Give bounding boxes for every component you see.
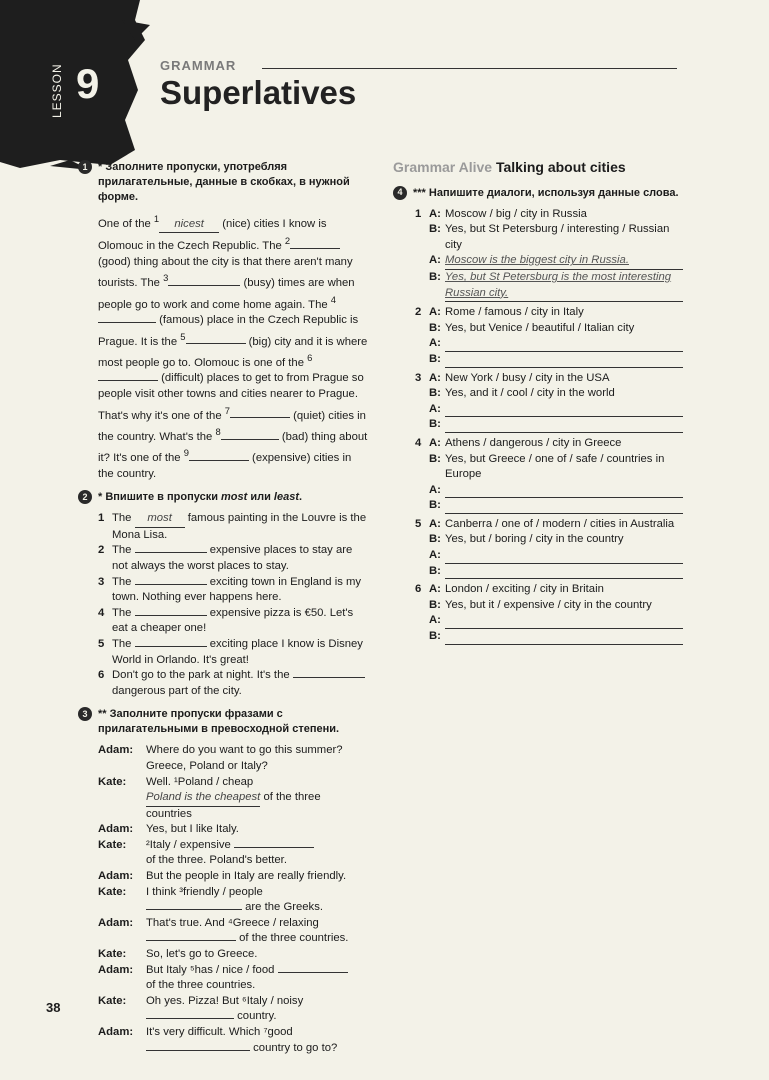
label-b: B:	[429, 499, 441, 512]
line-text: ²Italy / expensive	[146, 838, 234, 851]
line-text: I think ³friendly / people	[146, 885, 263, 898]
speaker: Kate:	[98, 775, 127, 788]
answer-blank[interactable]	[135, 552, 207, 553]
speaker: Kate:	[98, 838, 127, 851]
prompt-b: Yes, but Venice / beautiful / Italian city	[445, 321, 635, 334]
right-column	[393, 160, 683, 648]
label-a: A:	[429, 483, 441, 496]
item-number: 4	[98, 606, 105, 619]
line-text: But Italy ⁵has / nice / food	[146, 963, 278, 976]
answer-a[interactable]: Moscow is the biggest city in Russia.	[445, 254, 629, 267]
dialogue-pair	[415, 582, 683, 644]
dialog-line	[98, 822, 368, 838]
line-text: country.	[234, 1010, 277, 1023]
line-text: Where do you want to go this summer? Greece, Poland or Italy?	[146, 744, 343, 772]
title-rule	[262, 68, 677, 69]
text-segment: One of the	[98, 217, 154, 230]
lesson-number: 9	[76, 60, 100, 107]
dialog-line	[98, 963, 368, 994]
item-number: 6	[98, 669, 105, 682]
list-item	[98, 668, 368, 699]
task3-heading	[78, 707, 368, 737]
lesson-label: LESSON	[50, 63, 64, 118]
label-b: B:	[429, 564, 441, 577]
line-text: are the Greeks.	[242, 901, 323, 914]
text-segment: (bad) thing about it? It's one of the	[98, 430, 368, 465]
answer-blank[interactable]	[135, 615, 207, 616]
task1-stars: *	[98, 161, 103, 173]
dialog-line	[98, 885, 368, 916]
speaker: Adam:	[98, 963, 134, 976]
task3-number-badge: 3	[78, 707, 92, 721]
pair-number: 2	[415, 306, 422, 319]
label-b: B:	[429, 452, 441, 465]
grammar-alive-heading	[393, 160, 683, 176]
dialog-line	[98, 947, 368, 963]
dialog-line	[98, 775, 368, 823]
dialogue-pair	[415, 371, 683, 433]
prompt-b: Yes, but / boring / city in the country	[445, 533, 624, 546]
task2-most: most	[221, 491, 248, 504]
label-a: A:	[429, 371, 441, 384]
task4-instruction: Напишите диалоги, используя данные слова.	[428, 186, 679, 199]
list-item	[98, 543, 368, 574]
item-text: famous painting in the Louvre is the Mona Lisa.	[112, 512, 367, 541]
prompt-a: Athens / dangerous / city in Greece	[445, 436, 622, 449]
item-text: dangerous part of the city.	[112, 684, 242, 697]
dialog-line	[98, 869, 368, 885]
task2-list	[98, 511, 368, 699]
line-text: That's true. And ⁴Greece / relaxing	[146, 916, 319, 929]
dialog-line	[98, 1025, 368, 1056]
page-number: 38	[46, 1000, 61, 1015]
item-text: expensive pizza is €50. Let's eat a cheaper one!	[112, 606, 354, 635]
label-b: B:	[429, 387, 441, 400]
item-text: exciting town in England is my town. Nothing ever happens here.	[112, 575, 362, 604]
line-text: Yes, but I like Italy.	[146, 823, 239, 836]
label-b: B:	[429, 223, 441, 236]
answer-blank[interactable]	[146, 1018, 234, 1019]
line-text: So, let's go to Greece.	[146, 948, 258, 961]
lesson-brush-banner	[0, 0, 150, 170]
task1-instruction: Заполните пропуски, употребляя прилагательные, данные в скобках, в нужной форме.	[98, 161, 350, 203]
line-text: Well. ¹Poland / cheap	[146, 775, 254, 788]
left-column	[78, 160, 368, 1056]
pair-number: 4	[415, 436, 422, 449]
label-a: A:	[429, 337, 441, 350]
task4-heading	[393, 186, 683, 201]
label-a: A:	[429, 402, 441, 415]
text-segment: (big) city and it is where most people go to. Olomouc is one of the	[98, 335, 368, 369]
item-number: 1	[98, 512, 105, 525]
answer-blank[interactable]	[146, 909, 242, 910]
label-a: A:	[429, 517, 441, 530]
answer-blank[interactable]	[278, 972, 348, 973]
speaker: Adam:	[98, 916, 134, 929]
label-b: B:	[429, 533, 441, 546]
text-segment: (quiet) cities in the country. What's the	[98, 409, 366, 443]
label-b: B:	[429, 598, 441, 611]
task4-pairs	[393, 207, 683, 645]
list-item	[98, 511, 368, 543]
list-item	[98, 575, 368, 606]
answer-blank-2[interactable]	[290, 248, 340, 249]
grammar-alive-brand: Grammar Alive	[393, 159, 493, 175]
line-text: of the three countries.	[146, 979, 256, 992]
answer-blank[interactable]: most	[135, 511, 185, 528]
item-text: Don't go to the park at night. It's the	[112, 669, 293, 682]
line-text: of the three. Poland's better.	[146, 854, 287, 867]
answer-blank-3[interactable]	[168, 285, 240, 286]
task2-least: least	[273, 491, 299, 504]
prompt-b: Yes, but Greece / one of / safe / countries in Europe	[445, 452, 665, 481]
answer-blank-5[interactable]	[186, 343, 246, 344]
task2-or: или	[247, 491, 274, 504]
dialogue-pair	[415, 207, 683, 303]
text-segment: (nice) cities I know is Olomouc in the Czech Republic. The	[98, 217, 327, 253]
label-a: A:	[429, 583, 441, 596]
item-text: The	[112, 544, 135, 557]
label-b: B:	[429, 321, 441, 334]
item-text: exciting place I know is Disney World in Orlando. It's great!	[112, 637, 363, 666]
list-item	[98, 637, 368, 668]
prompt-b: Yes, and it / cool / city in the world	[445, 387, 615, 400]
text-segment: (good) thing about the city is that there aren't many tourists. The	[98, 255, 353, 290]
text-segment: (difficult) places to get to from Prague so people visit other towns and cities nearer to Prague. That's why it's one of the	[98, 372, 364, 422]
pair-number: 6	[415, 583, 422, 596]
prompt-a: Rome / famous / city in Italy	[445, 306, 584, 319]
prompt-a: Canberra / one of / modern / cities in Australia	[445, 517, 675, 530]
label-a: A:	[429, 207, 441, 220]
answer-blank-9[interactable]	[189, 460, 249, 461]
line-text: of the three countries.	[236, 932, 349, 945]
answer-blank[interactable]	[146, 940, 236, 941]
speaker: Kate:	[98, 994, 127, 1007]
speaker: Adam:	[98, 1026, 134, 1039]
prompt-a: London / exciting / city in Britain	[445, 583, 604, 596]
label-a: A:	[429, 306, 441, 319]
answer-blank[interactable]	[293, 677, 365, 678]
speaker: Kate:	[98, 885, 127, 898]
line-text: of the three countries	[146, 791, 321, 820]
line-text: It's very difficult. Which ⁷good	[146, 1026, 293, 1039]
answer-b[interactable]: Yes, but St Petersburg is the most interesting Russian city.	[445, 270, 672, 299]
label-b: B:	[429, 630, 441, 643]
text-segment: (famous) place in the Czech Republic is Prague. It is the	[98, 314, 359, 348]
speaker: Adam:	[98, 823, 134, 836]
task3-stars: **	[98, 708, 107, 721]
dialogue-pair	[415, 436, 683, 514]
item-text: The	[112, 512, 135, 525]
task3-instruction: Заполните пропуски фразами с прилагательными в превосходной степени.	[98, 708, 340, 736]
line-text: But the people in Italy are really friendly.	[146, 870, 347, 883]
label-b: B:	[429, 270, 441, 283]
dialog-line	[98, 994, 368, 1025]
task2-heading	[78, 490, 368, 505]
task4-number-badge: 4	[393, 186, 407, 200]
task2-period: .	[299, 491, 303, 504]
task1-number-badge: 1	[78, 160, 92, 174]
dialogue-pair	[415, 305, 683, 367]
label-b: B:	[429, 352, 441, 365]
grammar-alive-title: Talking about cities	[495, 159, 626, 175]
item-text: expensive places to stay are not always the worst places to stay.	[112, 544, 353, 572]
speaker: Adam:	[98, 744, 134, 757]
answer-blank[interactable]: Poland is the cheapest	[146, 790, 260, 807]
text-segment: (expensive) cities in the country.	[98, 452, 352, 480]
answer-blank-4[interactable]	[98, 322, 156, 323]
task4-stars: ***	[413, 186, 426, 199]
answer-blank[interactable]	[135, 584, 207, 585]
list-item	[98, 606, 368, 637]
task1-text: One of the $^1$ nicest (nice) cities I know is Olomouc in the Czech Republic. The $^2$ (good) thing about the city is that there aren't many tourists. The $^3$ (busy) times are when people go to work and come home again. The $^4$ (famous) place in the Czech Republic is Prague. It is the $^5$ (big) city and it is where most people go to. Olomouc is one of the $^6$ (difficult) places to get to from Prague so people visit other towns and cities nearer to Prague. That's why it's one of the $^7$ (quiet) cities in the country. What's the $^8$ (bad) thing about it? It's one of the $^9$ (expensive) cities in the country.	[98, 213, 368, 480]
pair-number: 3	[415, 371, 422, 384]
speaker: Adam:	[98, 870, 134, 883]
answer-blank-6[interactable]	[98, 380, 158, 381]
task2-stars: *	[98, 491, 103, 504]
line-text: country to go to?	[250, 1041, 338, 1054]
speaker: Kate:	[98, 948, 127, 961]
label-a: A:	[429, 614, 441, 627]
prompt-a: New York / busy / city in the USA	[445, 371, 610, 384]
item-text: The	[112, 637, 135, 650]
task1-heading	[78, 160, 368, 205]
page-title: Superlatives	[160, 74, 357, 111]
prompt-b: Yes, but it / expensive / city in the country	[445, 598, 652, 611]
answer-blank[interactable]	[135, 646, 207, 647]
item-number: 3	[98, 575, 105, 588]
prompt-b: Yes, but St Petersburg / interesting / Russian city	[445, 223, 670, 251]
item-number: 5	[98, 637, 105, 650]
line-text: Oh yes. Pizza! But ⁶Italy / noisy	[146, 994, 304, 1007]
dialog-line	[98, 916, 368, 947]
pair-number: 5	[415, 517, 422, 530]
answer-blank[interactable]	[234, 847, 314, 848]
answer-blank-7[interactable]	[230, 417, 290, 418]
pair-number: 1	[415, 207, 422, 220]
dialog-line	[98, 743, 368, 774]
text-segment: (busy) times are when people go to work and come home again. The	[98, 277, 355, 311]
dialogue-pair	[415, 517, 683, 579]
item-text: The	[112, 606, 135, 619]
item-text: The	[112, 575, 135, 588]
dialog-line	[98, 838, 368, 869]
task3-dialog	[98, 743, 368, 1056]
section-label: GRAMMAR	[160, 58, 237, 73]
label-a: A:	[429, 549, 441, 562]
label-b: B:	[429, 418, 441, 431]
label-a: A:	[429, 436, 441, 449]
task2-instruction: Впишите в пропуски	[105, 491, 222, 504]
task2-number-badge: 2	[78, 490, 92, 504]
label-a: A:	[429, 254, 441, 267]
item-number: 2	[98, 544, 105, 557]
answer-blank-1[interactable]: nicest	[159, 217, 219, 234]
answer-blank[interactable]	[146, 1050, 250, 1051]
prompt-a: Moscow / big / city in Russia	[445, 207, 587, 220]
answer-blank-8[interactable]	[221, 439, 279, 440]
